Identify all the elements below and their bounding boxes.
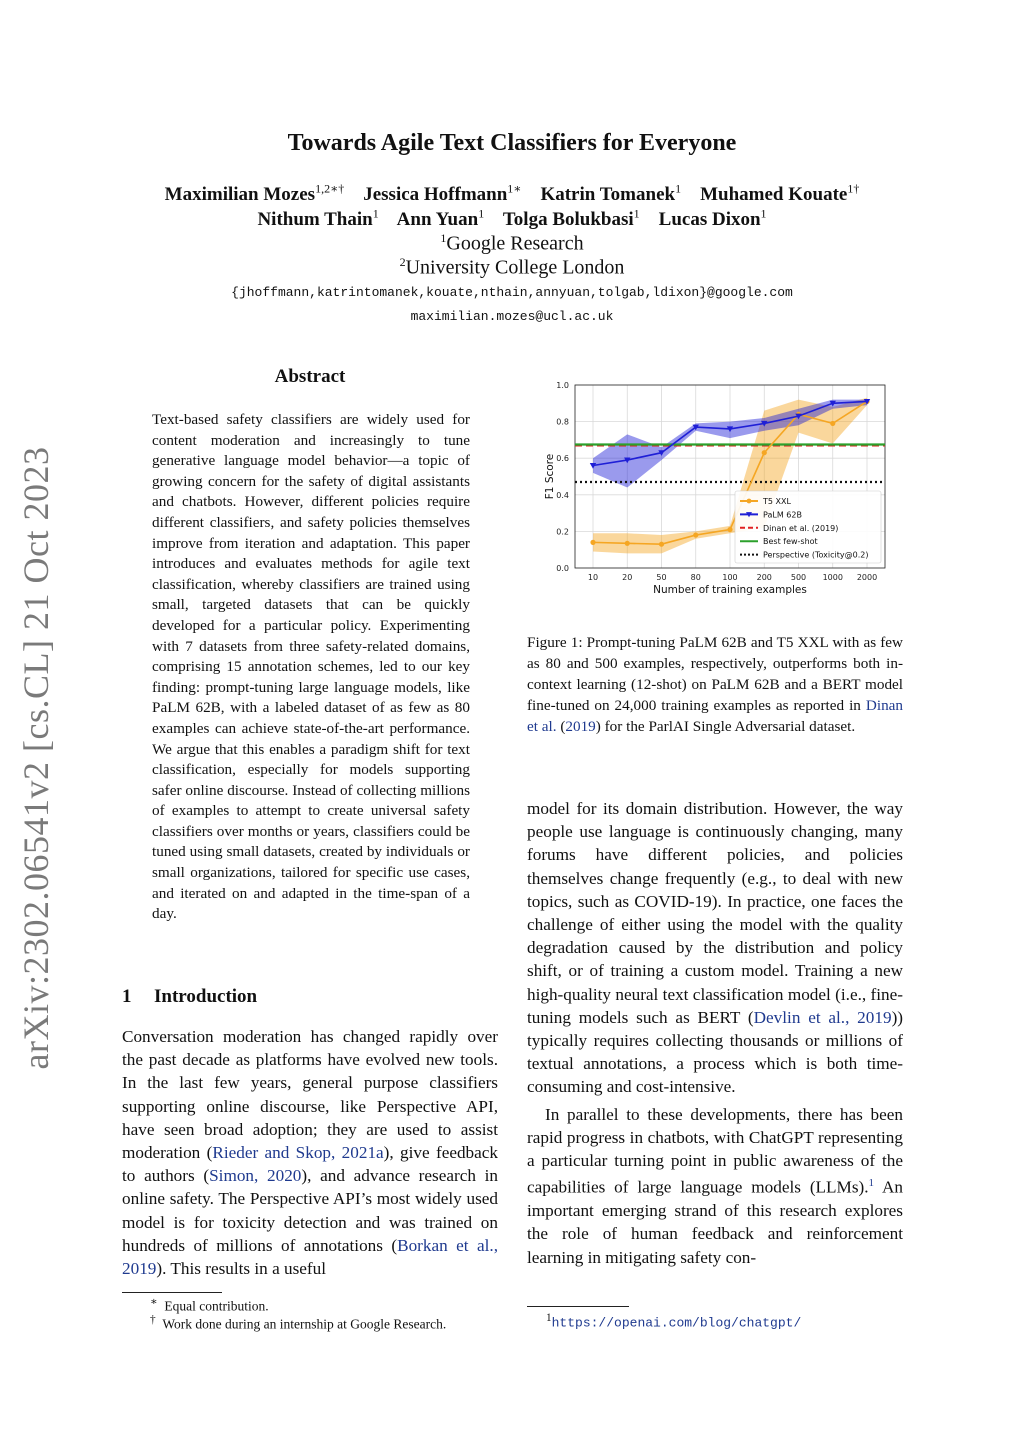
email-list: {jhoffmann,katrintomanek,kouate,nthain,annyuan,tolgab,ldixon}@google.com [231,285,793,300]
f1-score-chart [527,375,903,605]
data-point [830,421,835,426]
paper-title: Towards Agile Text Classifiers for Everyone [287,130,737,156]
figure-1-caption: Figure 1: Prompt-tuning PaLM 62B and T5 XXL with as few as 80 and 500 examples, respectively, outperforms both in-context learning (12-shot) on PaLM 62B and a BERT model fine-tuned on 24,000 training examples as reported in Dinan et al. (2019) for the ParlAI Single Adversarial dataset. [527,634,903,735]
data-point [659,542,664,547]
email-ucl: maximilian.mozes@ucl.ac.uk [410,309,614,324]
intro-paragraph-1: Conversation moderation has changed rapidly over the past decade as platforms have evolved new tools. In the last few years, general purpose classifiers supporting online discourse, like Perspective API, have seen broad adoption; they are used to assist moderation (Rieder and Skop, 2021a), give feedback to authors (Simon, 2020), and advance research in online safety. The Perspective API’s most widely used model is for toxicity detection and was trained on hundreds of millions of annotations (Borkan et al., 2019). This results in a useful [122,1027,498,1279]
x-tick-label: 1000 [822,573,843,582]
author: Jessica Hoffmann$^{1∗}$ [363,182,522,206]
arxiv-sidebar [8,448,64,1068]
author: Katrin Tomanek$^1$ [540,182,682,206]
author: Ann Yuan$^1$ [396,207,485,231]
author: Nithum Thain$^1$ [257,207,379,231]
abstract-body: Text-based safety classifiers are widely used for content moderation and increasingly to tune generative language model behavior—a topic of growing concern for the safety of digital assistants and chatbots. However, different policies require different classifiers, and safety policies themselves improve from iteration and adaptation. This paper introduces and evaluates methods for agile text classification, whereby classifiers are trained using small, targeted datasets that can be quickly developed for a particular policy. Experimenting with 7 datasets from three safety-related domains, comprising 15 annotation schemes, led to our key finding: prompt-tuning large language models, like PaLM 62B, with a labeled dataset of as few as 80 examples can achieve state-of-the-art performance. We argue that this enables a paradigm shift for text classification, especially for models supporting safer online discourse. Instead of collecting millions of examples to attempt to create universal safety classifiers over months or years, classifiers could be tuned using small datasets, created by individuals or small organizations, tailored for specific use cases, and iterated on and adapted in the time-span of a day. [152,411,470,923]
citation-link[interactable]: Devlin et al., 2019 [753,1007,892,1027]
author: Tolga Bolukbasi$^1$ [502,207,640,231]
footnote-internship: † Work done during an internship at Google Research. [150,1314,447,1332]
citation-link[interactable]: 2019 [565,718,596,735]
data-point [590,540,595,545]
footnote-chatgpt-url: $^1$https://openai.com/blog/chatgpt/ [546,1312,802,1331]
affiliation-1: $^1$Google Research [440,231,584,255]
x-tick-label: 500 [790,573,807,582]
legend-label: T5 XXL [763,497,791,506]
legend-label: Dinan et al. (2019) [763,523,839,533]
y-tick-label: 1.0 [556,381,569,390]
intro-right-column [527,797,903,1269]
data-point [693,532,698,537]
x-tick-label: 200 [756,573,772,582]
x-tick-label: 80 [690,573,701,582]
author: Maximilian Mozes$^{1,2∗\dagger}$ [164,182,345,206]
x-axis-label: Number of training examples [653,584,807,596]
y-tick-label: 0.6 [556,454,569,464]
data-point [625,541,630,546]
data-point [762,450,767,455]
citation-link[interactable]: Dinan et al. [527,697,903,735]
footnote-url-link[interactable]: https://openai.com/blog/chatgpt/ [551,1315,802,1331]
y-axis-label: F1 Score [544,453,556,500]
footnote-rule [122,1292,222,1293]
x-tick-label: 100 [722,573,738,582]
author: Lucas Dixon$^1$ [658,207,767,231]
citation-link[interactable]: Simon, 2020 [209,1166,302,1186]
affiliation-2: $^2$University College London [399,255,625,279]
y-tick-label: 0.0 [556,564,569,573]
y-tick-label: 0.4 [556,490,569,500]
citation-link[interactable]: Borkan et al., 2019 [122,1235,498,1279]
citation-link[interactable]: Rieder and Skop, 2021a [212,1143,384,1163]
footnote-ref[interactable]: 1 [868,1177,875,1190]
x-tick-label: 50 [656,573,667,582]
author: Muhamed Kouate$^{1\dagger}$ [700,182,860,206]
legend-marker [747,499,752,504]
x-tick-label: 10 [587,573,599,582]
y-tick-label: 0.8 [556,417,569,427]
legend-label: Perspective (Toxicity@0.2) [763,550,869,560]
section-heading-introduction: 1 Introduction [122,986,258,1007]
data-point [727,527,732,532]
legend-label: Best few-shot [763,537,818,547]
authors-line-2 [0,207,1024,231]
footnote-rule [527,1306,629,1307]
legend-label: PaLM 62B [763,510,802,520]
abstract-heading: Abstract [274,366,346,387]
intro-paragraph-3: In parallel to these developments, there has been rapid progress in chatbots, with ChatGPT representing a particular turning point in public awareness of the capabilities of large language models (LLMs).$^1$ An important emerging strand of this research explores the role of human feedback and reinforcement learning in mitigating safety con- [527,1104,903,1267]
y-tick-label: 0.2 [556,527,569,537]
footnote-equal-contribution: ∗ Equal contribution. [150,1296,269,1314]
figure-1 [527,375,903,605]
authors-line-1 [0,182,1024,206]
x-tick-label: 2000 [856,573,878,582]
x-tick-label: 20 [622,573,633,582]
arxiv-identifier: arXiv:2302.06541v2 [cs.CL] 21 Oct 2023 [16,446,56,1070]
intro-paragraph-2: model for its domain distribution. However, the way people use language is continuously changing, many forums have different policies, and policies themselves change frequently (e.g., to deal with new topics, such as COVID-19). In practice, one faces the challenge of either using the model with the quality degradation caused by the distribution and policy shift, or of training a custom model. Training a new high-quality neural text classification model (i.e., fine-tuning models such as BERT (Devlin et al., 2019)) typically requires collecting thousands or millions of textual annotations, a process which is both time-consuming and cost-intensive. [527,799,904,1097]
